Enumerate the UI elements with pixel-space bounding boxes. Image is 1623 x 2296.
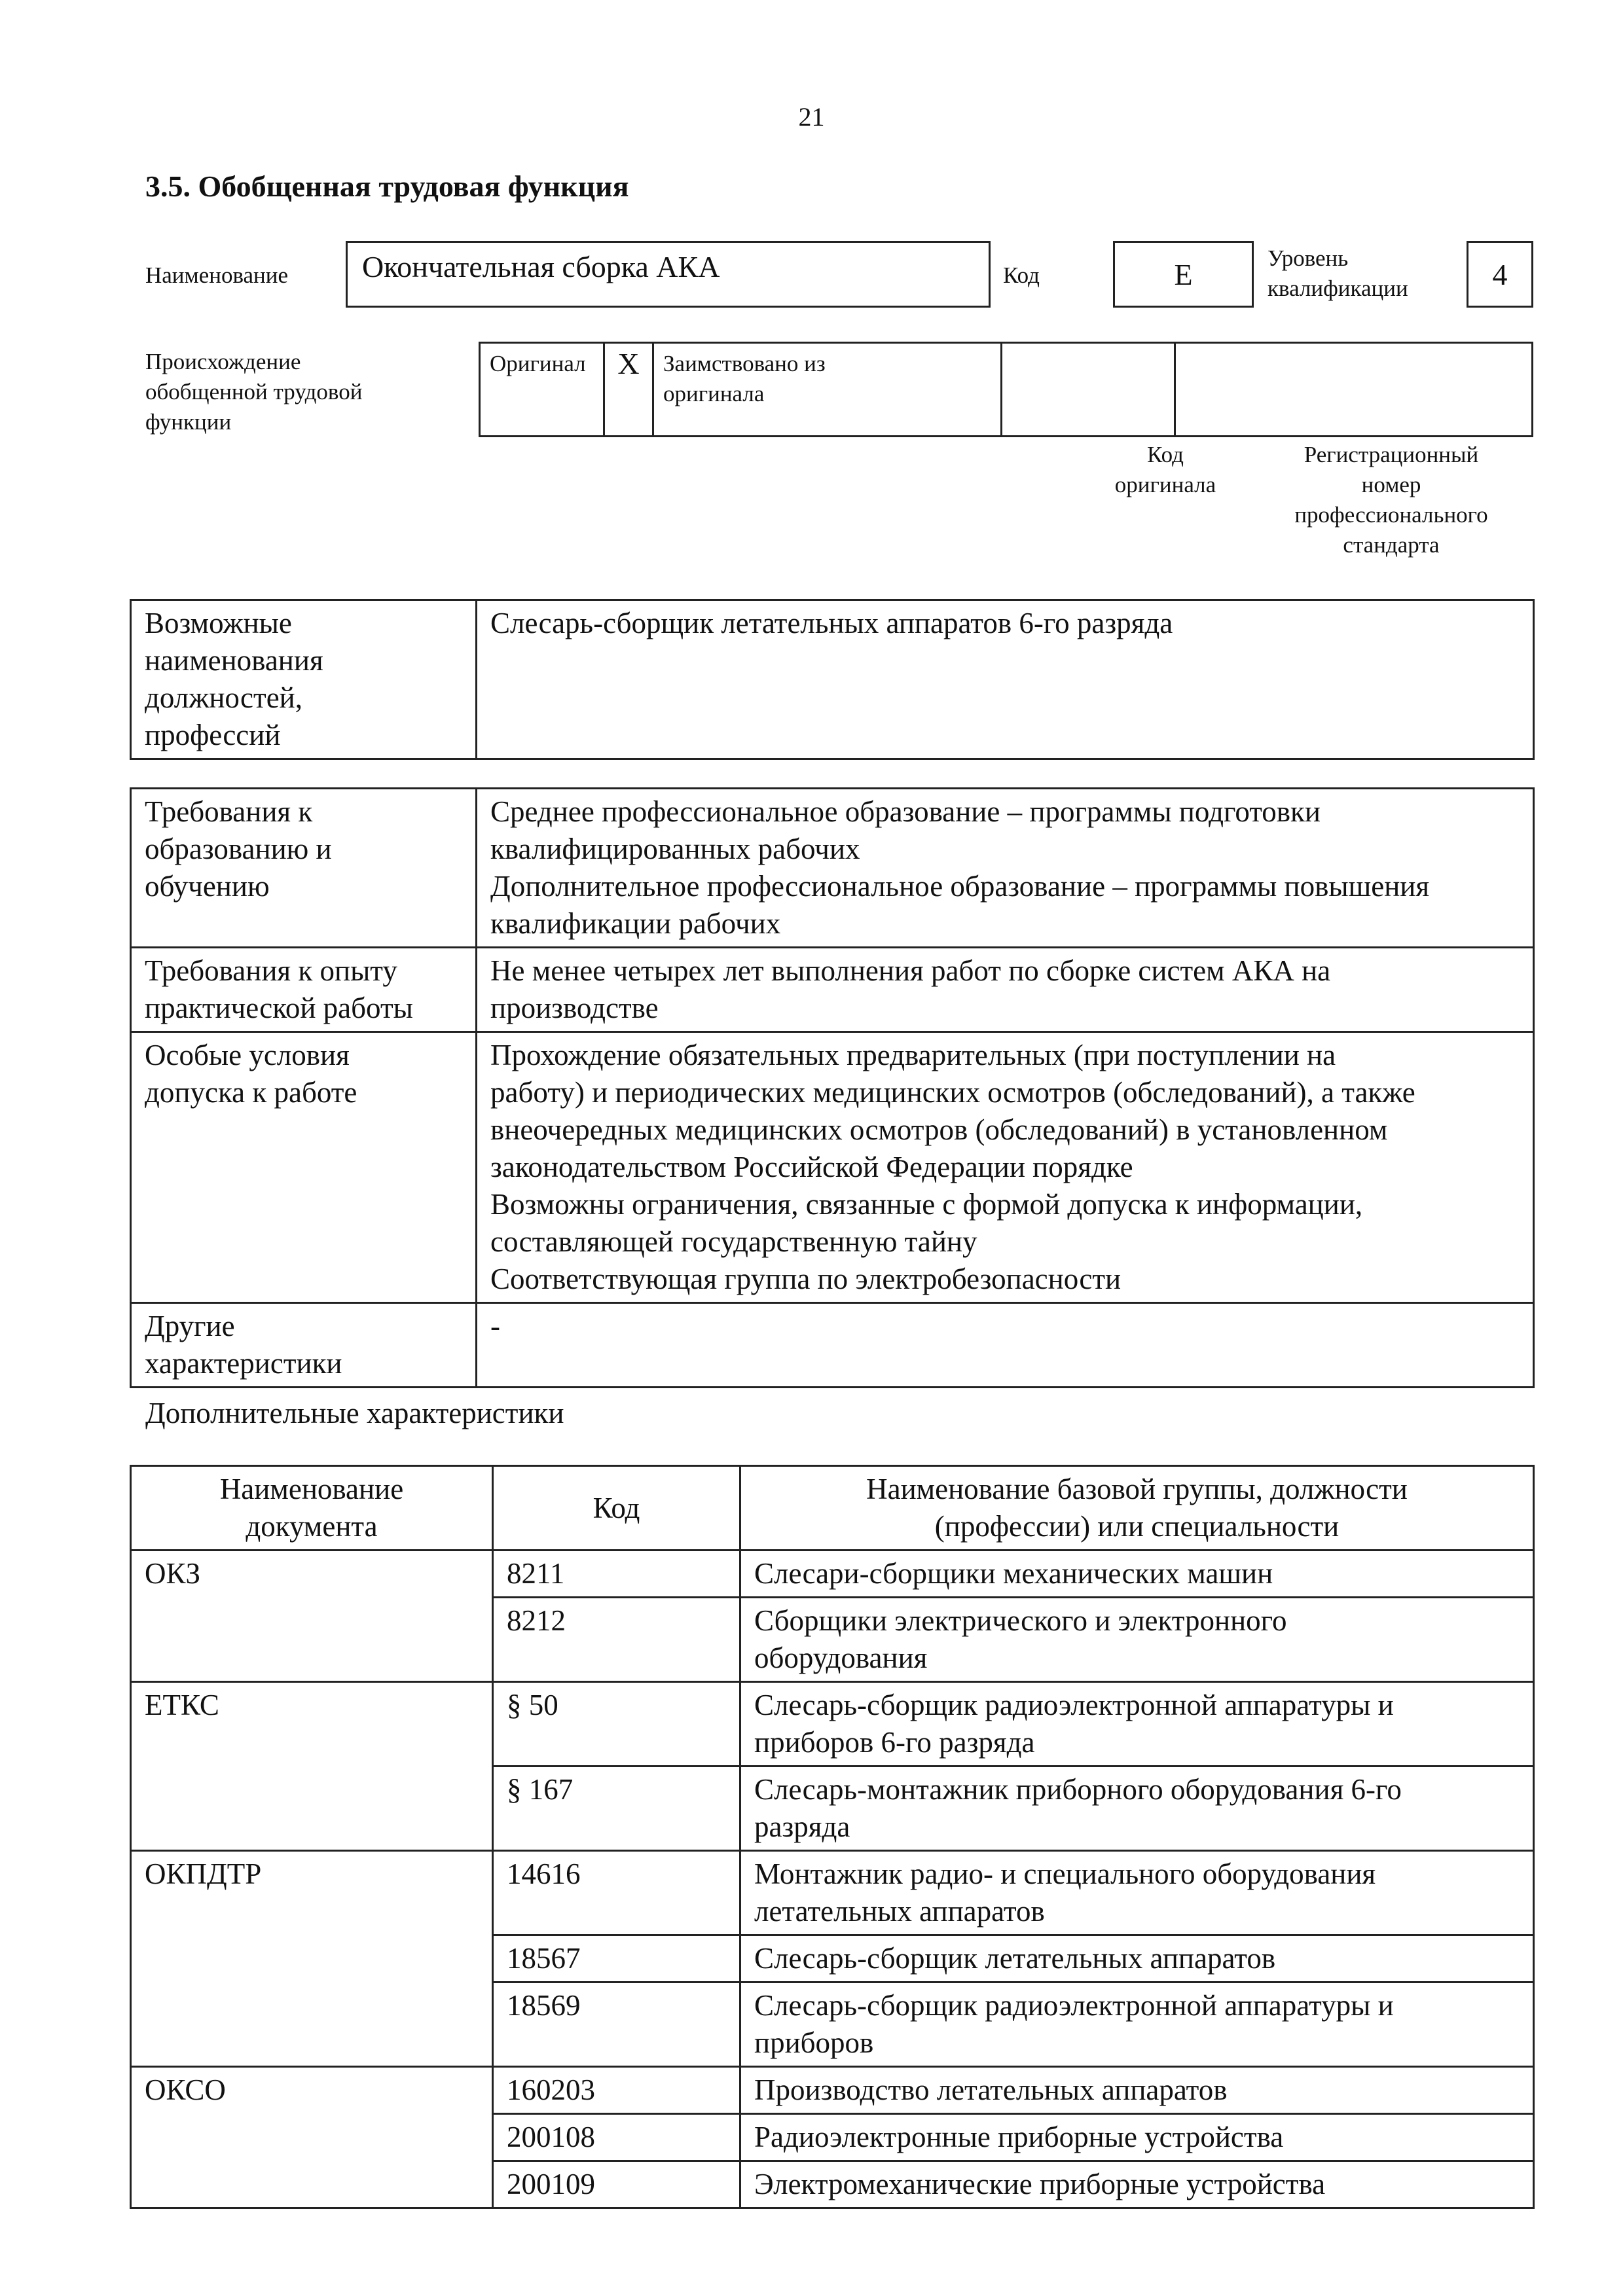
- document-cell: ОКПДТР: [131, 1851, 493, 1935]
- document-cell-empty: [131, 2161, 493, 2208]
- classifier-table: [130, 1465, 1535, 2209]
- document-cell: ОКСО: [131, 2067, 493, 2114]
- original-code-field: [1002, 343, 1175, 437]
- table-row: [131, 2114, 1534, 2161]
- code-cell: 160203: [493, 2067, 740, 2114]
- code-cell: 18569: [493, 1982, 740, 2067]
- origin-table: [479, 342, 1533, 437]
- table-row: [131, 1982, 1534, 2067]
- qualification-level-label: Уровень квалификации: [1267, 245, 1408, 301]
- document-cell-empty: [131, 2114, 493, 2161]
- origin-label: Происхождение обобщенной трудовой функции: [145, 349, 363, 435]
- document-cell-empty: [131, 1982, 493, 2067]
- name-cell: Производство летательных аппаратов: [740, 2067, 1534, 2114]
- code-cell: § 50: [493, 1682, 740, 1767]
- code-cell: 200109: [493, 2161, 740, 2208]
- page-number: 21: [798, 102, 825, 132]
- function-name-field: Окончательная сборка АКА: [346, 241, 991, 308]
- education-requirements-label: Требования к образованию и обучению: [131, 789, 477, 948]
- document-cell-empty: [131, 1767, 493, 1851]
- possible-positions-table: [130, 599, 1535, 760]
- experience-requirements-label: Требования к опыту практической работы: [131, 948, 477, 1032]
- document-cell-empty: [131, 1935, 493, 1982]
- requirements-table: [130, 787, 1535, 1388]
- name-cell: Радиоэлектронные приборные устройства: [740, 2114, 1534, 2161]
- borrowed-label: Заимствовано из оригинала: [653, 343, 1002, 437]
- original-mark-cell: [604, 343, 653, 437]
- special-conditions-value: Прохождение обязательных предварительных (при поступлении на работу) и периодических медицинских осмотров (обследований), а также внеочередных медицинских осмотров (обследований) в установленном законодательством Российской Федерации порядке Возможны ограничения, связанные с формой допуска к информации, составляющей государственную тайну Соответствующая группа по электробезопасности: [477, 1032, 1534, 1303]
- registration-number-caption: Регистрационный номер профессионального стандарта: [1294, 442, 1488, 558]
- header-code: Код: [493, 1466, 740, 1551]
- name-cell: Слесарь-сборщик радиоэлектронной аппаратуры и приборов 6-го разряда: [740, 1682, 1534, 1767]
- name-cell: Монтажник радио- и специального оборудования летательных аппаратов: [740, 1851, 1534, 1935]
- additional-characteristics-title: Дополнительные характеристики: [145, 1397, 564, 1429]
- other-characteristics-label: Другие характеристики: [131, 1303, 477, 1388]
- experience-requirements-value: Не менее четырех лет выполнения работ по сборке систем АКА на производстве: [477, 948, 1534, 1032]
- name-cell: Слесарь-монтажник приборного оборудования 6-го разряда: [740, 1767, 1534, 1851]
- original-mark: X: [617, 347, 640, 380]
- other-characteristics-value: -: [477, 1303, 1534, 1388]
- positions-label: Возможные наименования должностей, профессий: [131, 600, 477, 759]
- section-title: 3.5. Обобщенная трудовая функция: [145, 170, 629, 203]
- table-row: [131, 1935, 1534, 1982]
- document-cell: ОКЗ: [131, 1551, 493, 1598]
- table-row: [131, 1767, 1534, 1851]
- code-label: Код: [1003, 262, 1040, 288]
- name-cell: Сборщики электрического и электронного оборудования: [740, 1598, 1534, 1682]
- table-row: [131, 2161, 1534, 2208]
- education-requirements-value: Среднее профессиональное образование – программы подготовки квалифицированных рабочих Дополнительное профессиональное образование – программы повышения квалификации рабочих: [477, 789, 1534, 948]
- table-row: [131, 1851, 1534, 1935]
- special-conditions-label: Особые условия допуска к работе: [131, 1032, 477, 1303]
- positions-value: Слесарь-сборщик летательных аппаратов 6-го разряда: [477, 600, 1534, 759]
- code-cell: 200108: [493, 2114, 740, 2161]
- name-cell: Электромеханические приборные устройства: [740, 2161, 1534, 2208]
- table-row: [131, 1598, 1534, 1682]
- original-cell: [480, 343, 604, 437]
- original-code-caption: Код оригинала: [1114, 442, 1216, 497]
- qualification-level-field: 4: [1467, 241, 1533, 308]
- code-cell: 8211: [493, 1551, 740, 1598]
- header-name: Наименование базовой группы, должности (профессии) или специальности: [740, 1466, 1534, 1551]
- original-label: Оригинал: [490, 351, 586, 376]
- registration-number-field: [1175, 343, 1533, 437]
- name-label: Наименование: [145, 262, 289, 288]
- table-row: [131, 1682, 1534, 1767]
- table-row: [131, 2067, 1534, 2114]
- code-cell: § 167: [493, 1767, 740, 1851]
- code-cell: 18567: [493, 1935, 740, 1982]
- name-cell: Слесарь-сборщик летательных аппаратов: [740, 1935, 1534, 1982]
- name-cell: Слесарь-сборщик радиоэлектронной аппаратуры и приборов: [740, 1982, 1534, 2067]
- code-cell: 8212: [493, 1598, 740, 1682]
- code-cell: 14616: [493, 1851, 740, 1935]
- name-cell: Слесари-сборщики механических машин: [740, 1551, 1534, 1598]
- document-cell: ЕТКС: [131, 1682, 493, 1767]
- function-code-field: Е: [1113, 241, 1254, 308]
- header-document: Наименование документа: [131, 1466, 493, 1551]
- document-cell-empty: [131, 1598, 493, 1682]
- table-row: [131, 1551, 1534, 1598]
